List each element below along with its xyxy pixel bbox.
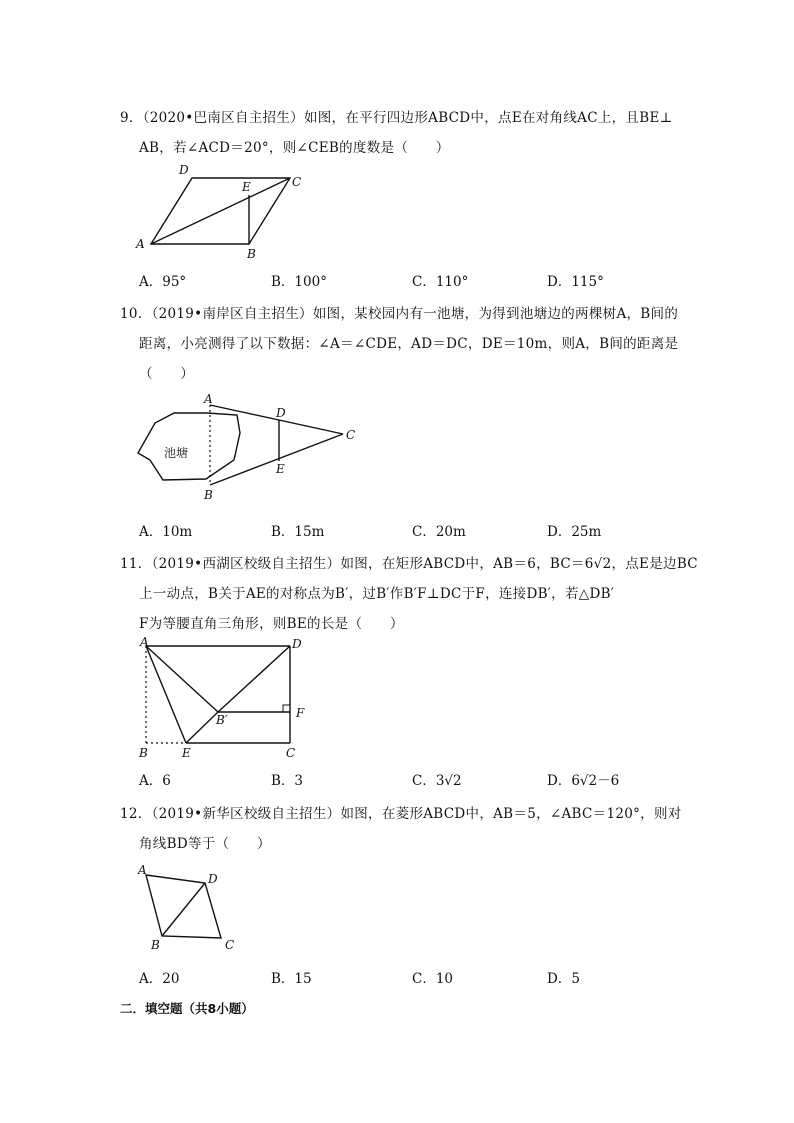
- q9-option-b[interactable]: B．100°: [271, 274, 327, 290]
- q10-label-C: C: [346, 428, 356, 442]
- q9-figure: [130, 160, 330, 260]
- q9-option-a[interactable]: A．95°: [139, 274, 187, 290]
- q11-label-Bprime: B′: [216, 713, 228, 727]
- q9-options: [0, 270, 794, 290]
- q12-figure: [130, 858, 250, 958]
- q10-pond-label: 池塘: [164, 446, 189, 460]
- q12-text-line2: 角线BD等于（ ）: [139, 836, 271, 852]
- q11-label-D: D: [292, 637, 302, 651]
- q10-label-D: D: [276, 406, 286, 420]
- q11-figure: [130, 636, 320, 764]
- q10-text-line2: 距离，小亮测得了以下数据：∠A＝∠CDE，AD＝DC，DE＝10m，则A，B间的距离是: [139, 336, 679, 352]
- q11-options: [0, 769, 794, 789]
- q10-option-c[interactable]: C．20m: [412, 524, 466, 540]
- q9-label-B: B: [247, 247, 256, 261]
- q9-option-d[interactable]: D．115°: [547, 274, 604, 290]
- q12-option-b[interactable]: B．15: [271, 971, 312, 987]
- q12-option-c[interactable]: C．10: [412, 971, 454, 987]
- q12-option-a[interactable]: A．20: [139, 971, 180, 987]
- q10-label-B: B: [204, 488, 213, 502]
- q9-text-line1: 9．（2020•巴南区自主招生）如图，在平行四边形ABCD中，点E在对角线AC上，且BE⊥: [120, 110, 673, 126]
- q10-text-line1: 10．（2019•南岸区自主招生）如图，某校园内有一池塘，为得到池塘边的两棵树A，B间的: [120, 306, 679, 322]
- q11-text-line2: 上一动点，B关于AE的对称点为B′，过B′作B′F⊥DC于F，连接DB′，若△DB′: [139, 586, 615, 602]
- q11-option-a[interactable]: A．6: [139, 773, 171, 789]
- q9-label-A: A: [136, 237, 145, 251]
- q10-option-d[interactable]: D．25m: [547, 524, 602, 540]
- q12-option-d[interactable]: D．5: [547, 971, 580, 987]
- q12-label-D: D: [208, 872, 218, 886]
- q11-text-line3: F为等腰直角三角形，则BE的长是（ ）: [139, 616, 404, 632]
- q10-figure: [130, 393, 370, 505]
- q12-label-C: C: [225, 938, 235, 952]
- q10-text-line3: （ ）: [139, 366, 195, 382]
- q10-option-a[interactable]: A．10m: [139, 524, 193, 540]
- q11-label-C: C: [286, 746, 296, 760]
- q12-label-A: A: [138, 863, 147, 877]
- q12-label-B: B: [151, 938, 160, 952]
- section-heading: 二．填空题（共8小题）: [120, 1001, 254, 1016]
- q10-option-b[interactable]: B．15m: [271, 524, 325, 540]
- q10-options: [0, 520, 794, 540]
- q11-label-F: F: [296, 706, 305, 720]
- q11-label-E: E: [182, 746, 191, 760]
- q11-option-b[interactable]: B．3: [271, 773, 304, 789]
- q9-label-E: E: [242, 180, 251, 194]
- q11-label-B: B: [139, 746, 148, 760]
- q11-text-line1: 11．（2019•西湖区校级自主招生）如图，在矩形ABCD中，AB＝6，BC＝6√2，点E是边BC: [120, 556, 698, 572]
- q9-label-D: D: [179, 163, 189, 177]
- q9-label-C: C: [292, 175, 302, 189]
- q12-text-line1: 12．（2019•新华区校级自主招生）如图，在菱形ABCD中，AB＝5，∠ABC＝120°，则对: [120, 806, 682, 822]
- q11-option-d[interactable]: D．6√2－6: [547, 773, 620, 789]
- q12-options: [0, 967, 794, 987]
- q9-text-line2: AB，若∠ACD＝20°，则∠CEB的度数是（ ）: [139, 140, 450, 156]
- q11-label-A: A: [140, 635, 149, 649]
- q9-option-c[interactable]: C．110°: [412, 274, 469, 290]
- q11-option-c[interactable]: C．3√2: [412, 773, 462, 789]
- q10-label-E: E: [276, 462, 285, 476]
- q10-label-A: A: [204, 392, 213, 406]
